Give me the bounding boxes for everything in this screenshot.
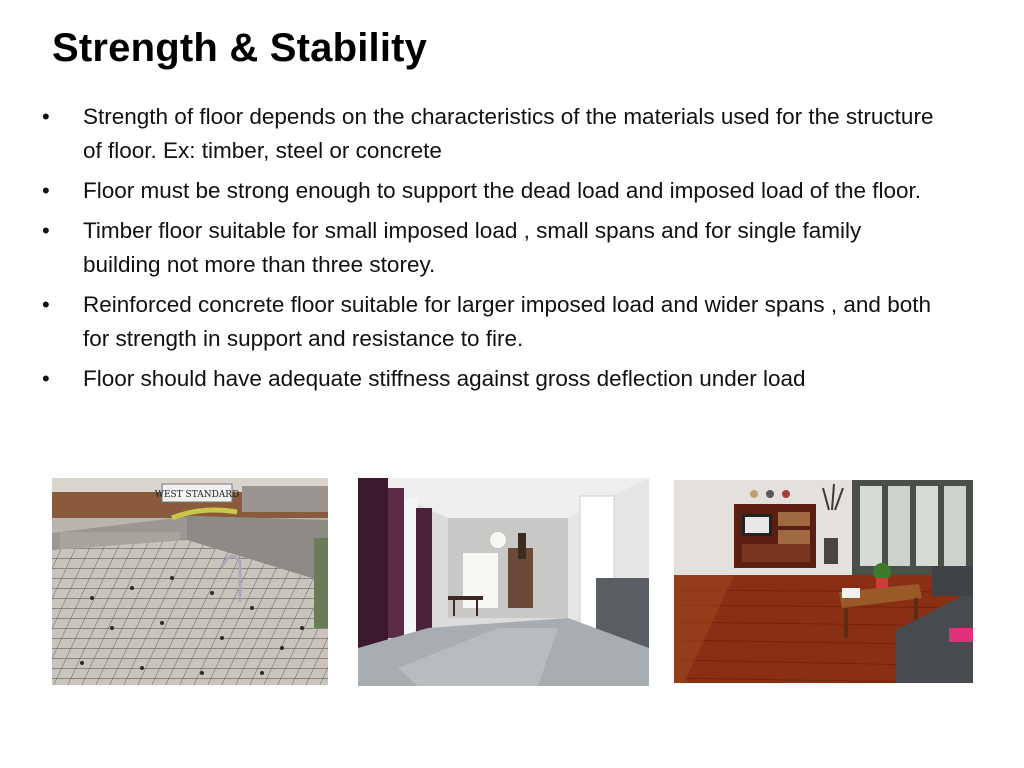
bullet-text: Floor should have adequate stiffness against gross deflection under load (83, 366, 806, 391)
west-standard-sign: WEST STANDARD (154, 490, 240, 500)
slide-title: Strength & Stability (52, 26, 428, 70)
bullet-text: Floor must be strong enough to support the dead load and imposed load of the floor. (83, 178, 922, 203)
hallway-concrete-floor-photo (358, 478, 649, 686)
bullet-marker: • (42, 292, 50, 317)
bullet-item (42, 100, 942, 168)
concrete-rebar-photo (52, 478, 328, 685)
bullet-text: Reinforced concrete floor suitable for larger imposed load and wider spans , and both for strength in support and resistance to fire. (83, 292, 931, 351)
bullet-marker: • (42, 104, 50, 129)
bullet-item (42, 214, 942, 282)
bullet-marker: • (42, 218, 50, 243)
bullet-text: Timber floor suitable for small imposed load , small spans and for single family building not more than three storey. (83, 218, 862, 277)
bullet-list (42, 100, 942, 402)
living-room-timber-floor-photo (674, 480, 973, 683)
bullet-text: Strength of floor depends on the characteristics of the materials used for the structure of floor. Ex: timber, steel or concrete (83, 104, 934, 163)
bullet-item (42, 288, 942, 356)
bullet-item (42, 174, 942, 208)
bullet-marker: • (42, 178, 50, 203)
bullet-item (42, 362, 942, 396)
bullet-marker: • (42, 366, 50, 391)
